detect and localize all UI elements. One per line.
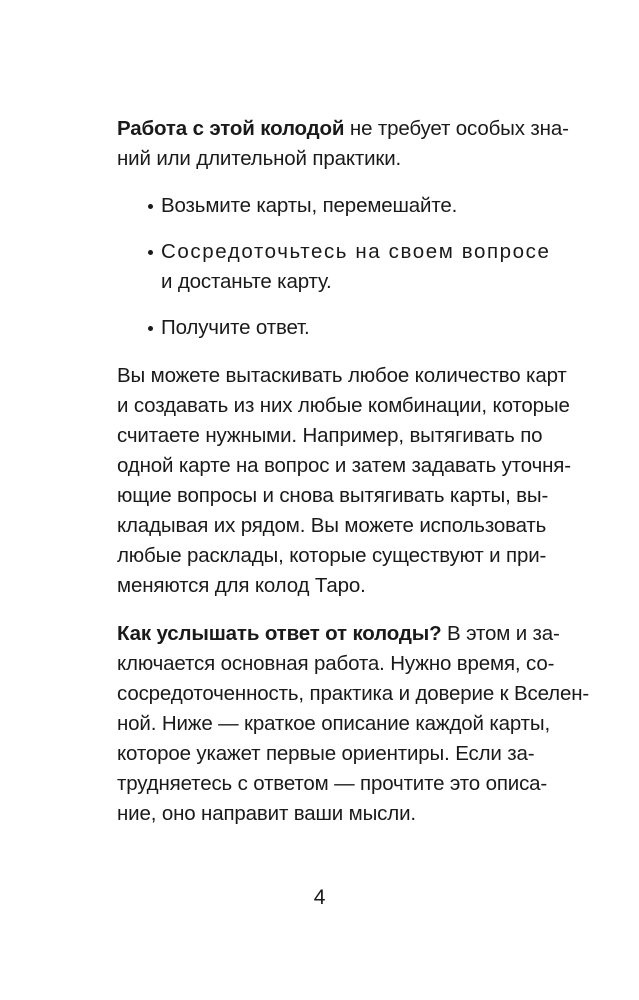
paragraph-3-line: ние, оно направит ваши мысли.: [117, 802, 416, 825]
paragraph-2-line: меняются для колод Таро.: [117, 574, 366, 597]
paragraph-3-text: В этом и за-: [441, 622, 560, 645]
paragraph-1-text: не требует особых зна-: [344, 117, 569, 140]
paragraph-2-line: и создавать из них любые комбинации, которые: [117, 394, 570, 417]
paragraph-2-line: Вы можете вытаскивать любое количество карт: [117, 364, 567, 387]
paragraph-3-line: которое укажет первые ориентиры. Если за-: [117, 742, 535, 765]
bullet-item-3-text: Получите ответ.: [161, 316, 310, 339]
bullet-item-2-text-line-2: и достаньте карту.: [161, 270, 332, 293]
paragraph-3-line: сосредоточенность, практика и доверие к Вселен-: [117, 682, 590, 705]
paragraph-2-line: одной карте на вопрос и затем задавать уточня-: [117, 454, 571, 477]
paragraph-1-line-2: ний или длительной практики.: [117, 147, 402, 170]
bullet-item-1-text: Возьмите карты, перемешайте.: [161, 194, 458, 217]
page-number: 4: [313, 886, 326, 909]
paragraph-1-bold-lead: Работа с этой колодой: [117, 117, 345, 140]
paragraph-3-line-1: [117, 620, 560, 648]
bullet-item-2-text-line-1: Сосредоточьтесь на своем вопросе: [161, 240, 551, 263]
paragraph-3-line: ключается основная работа. Нужно время, со-: [117, 652, 555, 675]
paragraph-2-line: считаете нужными. Например, вытягивать по: [117, 424, 543, 447]
bullet-dot-icon: [148, 326, 153, 331]
bullet-dot-icon: [148, 204, 153, 209]
paragraph-3-line: трудняетесь с ответом — прочтите это описа-: [117, 772, 548, 795]
paragraph-2-line: кладывая их рядом. Вы можете использовать: [117, 514, 547, 537]
paragraph-2-line: ющие вопросы и снова вытягивать карты, вы-: [117, 484, 549, 507]
paragraph-1-line-1: [117, 115, 569, 143]
bullet-dot-icon: [148, 250, 153, 255]
paragraph-3-bold-question: Как услышать ответ от колоды?: [117, 622, 442, 645]
paragraph-3-line: ной. Ниже — краткое описание каждой карты,: [117, 712, 551, 735]
paragraph-2-line: любые расклады, которые существуют и при-: [117, 544, 547, 567]
